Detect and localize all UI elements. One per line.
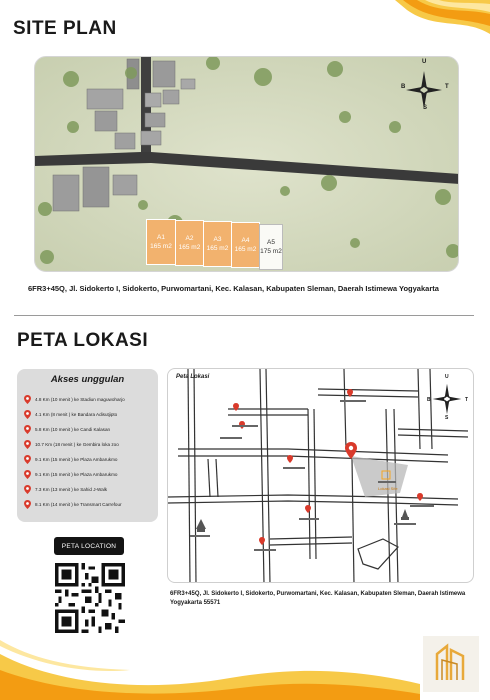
compass-east-label: T (445, 84, 449, 90)
location-pin-icon (24, 440, 31, 449)
peta-location-button[interactable]: PETA LOCATION (54, 537, 124, 555)
location-pin-icon (24, 410, 31, 419)
compass-north-label: U (445, 374, 449, 380)
peta-lokasi-title: PETA LOKASI (17, 330, 149, 351)
location-pin-icon (24, 470, 31, 479)
akses-item-label: 9.1 Km (15 menit ) ke Plaza Ambarukmo (35, 472, 118, 477)
lot-a3[interactable] (203, 221, 232, 267)
akses-item (24, 440, 119, 449)
lot-a3-area: 165 m2 (206, 245, 229, 252)
akses-unggulan-panel (17, 369, 158, 522)
location-pin-icon (24, 485, 31, 494)
akses-item-label: 4.1 Km (8 menit ) ke Bandara Adisutjipto (35, 412, 118, 417)
lot-a5-name: A5 (267, 239, 275, 246)
lot-a1-name: A1 (157, 234, 165, 241)
compass-west-label: B (401, 84, 406, 90)
akses-item (24, 500, 122, 509)
lot-a1[interactable] (146, 219, 176, 265)
decorative-wave-bottom (0, 640, 490, 700)
compass-west-label: B (427, 397, 431, 403)
akses-item (24, 410, 117, 419)
qr-code[interactable] (55, 563, 125, 633)
lot-a2-name: A2 (185, 235, 194, 242)
compass-icon (430, 379, 464, 419)
akses-item (24, 425, 110, 434)
compass-south-label: S (445, 415, 449, 421)
site-plan-title: SITE PLAN (13, 18, 117, 39)
location-pin-icon (24, 455, 31, 464)
akses-item-label: 9.1 Km (15 menit ) ke Plaza Ambarukmo (35, 457, 118, 462)
peta-lokasi-map-label: Peta Lokasi (176, 374, 210, 380)
lot-a5[interactable] (259, 224, 283, 270)
akses-item-label: 10.7 Km (18 menit ) ke Gembira loka zoo (35, 442, 119, 447)
akses-item (24, 395, 125, 404)
lot-a5-area: 175 m2 (260, 248, 282, 255)
lot-a2[interactable] (175, 220, 204, 266)
akses-item (24, 485, 107, 494)
lot-a1-area: 165 m2 (150, 243, 172, 250)
peta-lokasi-address: 6FR3+45Q, Jl. Sidokerto I, Sidokerto, Purwomartani, Kec. Kalasan, Kabupaten Sleman, Daerah Istimewa Yogyakarta 55571 (170, 591, 466, 606)
location-pin-icon (24, 395, 31, 404)
akses-item (24, 470, 117, 479)
location-pin-icon (24, 500, 31, 509)
lokasi-site-label: Lokasi Site (378, 486, 398, 491)
lot-a4-area: 165 m2 (234, 246, 257, 253)
lot-a4[interactable] (231, 222, 260, 268)
site-plan-address: 6FR3+45Q, Jl. Sidokerto I, Sidokerto, Purwomartani, Kec. Kalasan, Kabupaten Sleman, Daerah Istimewa Yogyakarta (28, 284, 439, 293)
akses-item (24, 455, 117, 464)
lot-a4-name: A4 (241, 237, 250, 244)
compass-south-label: S (423, 105, 428, 111)
akses-item-label: 4.8 Km (10 menit ) ke Stadiun maguwoharjo (35, 397, 125, 402)
decorative-wave-top (395, 0, 490, 36)
peta-lokasi-map[interactable] (167, 368, 474, 583)
site-plan-map (34, 56, 459, 272)
lot-a3-name: A3 (213, 236, 222, 243)
lot-a2-area: 165 m2 (178, 244, 201, 251)
akses-item-label: 8.1 Km (14 menit ) ke Transmart Carrefour (35, 502, 122, 507)
compass-north-label: U (422, 59, 427, 65)
akses-item-label: 7.3 Km (13 menit ) ke Sahid J-Walk (35, 487, 108, 492)
akses-item-label: 5.8 Km (10 menit ) ke Candi Kalasan (35, 427, 111, 432)
compass-east-label: T (465, 397, 469, 403)
section-divider (14, 315, 474, 316)
akses-unggulan-title: Akses unggulan (50, 374, 125, 385)
company-logo (423, 636, 479, 692)
location-pin-icon (24, 425, 31, 434)
